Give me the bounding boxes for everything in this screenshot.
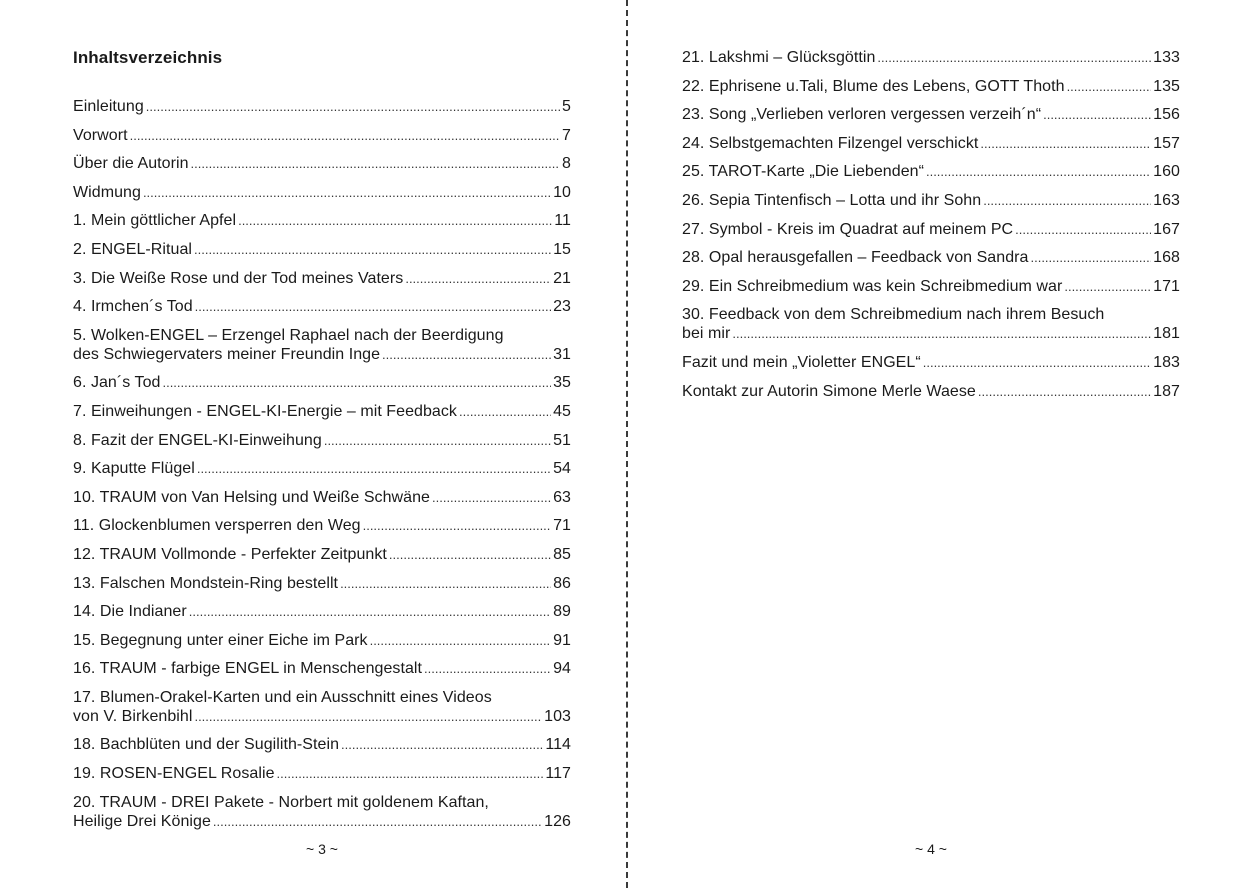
toc-dot-leader <box>162 373 551 392</box>
toc-entry <box>682 305 1180 343</box>
toc-dot-leader <box>923 353 1151 372</box>
toc-entry-line <box>73 402 571 421</box>
toc-entry <box>73 793 571 831</box>
toc-dot-leader <box>877 48 1151 67</box>
toc-entry <box>682 277 1180 296</box>
toc-entry-line <box>73 269 571 288</box>
toc-entry-title: 2. ENGEL-Ritual <box>73 240 193 258</box>
toc-dot-leader <box>432 488 551 507</box>
toc-entry <box>682 191 1180 210</box>
toc-entry-page-number: 117 <box>545 765 571 783</box>
toc-entry-line <box>73 688 571 707</box>
toc-entry-title: 23. Song „Verlieben verloren vergessen verzeih´n“ <box>682 106 1042 124</box>
right-page <box>627 0 1251 888</box>
toc-entry-line <box>682 324 1180 343</box>
toc-dot-leader <box>405 269 551 288</box>
toc-dot-leader <box>382 345 551 364</box>
toc-entry-page-number: 86 <box>553 574 571 592</box>
toc-entry-title: 4. Irmchen´s Tod <box>73 298 193 316</box>
toc-entry-page-number: 7 <box>562 126 571 144</box>
toc-dot-leader <box>389 545 551 564</box>
toc-entry <box>73 297 571 316</box>
toc-entry-title: 17. Blumen-Orakel-Karten und ein Ausschnitt eines Videos <box>73 688 492 706</box>
toc-entry-page-number: 114 <box>545 736 571 754</box>
toc-entry-title: 13. Falschen Mondstein-Ring bestellt <box>73 574 339 592</box>
toc-entry <box>73 545 571 564</box>
toc-entry-page-number: 103 <box>544 707 571 725</box>
toc-dot-leader <box>1064 277 1151 296</box>
toc-dot-leader <box>197 459 551 478</box>
toc-entry <box>73 402 571 421</box>
toc-entry-page-number: 160 <box>1153 163 1180 181</box>
toc-entry-title: 5. Wolken-ENGEL – Erzengel Raphael nach der Beerdigung <box>73 326 504 344</box>
toc-entry-page-number: 135 <box>1153 77 1180 95</box>
toc-entry-line <box>73 793 571 812</box>
toc-dot-leader <box>189 602 551 621</box>
toc-entry-page-number: 157 <box>1153 134 1180 152</box>
toc-entry-page-number: 35 <box>553 374 571 392</box>
toc-entry <box>73 602 571 621</box>
toc-entry <box>73 574 571 593</box>
toc-entry <box>73 269 571 288</box>
toc-entry-line <box>73 631 571 650</box>
toc-entry-title: 26. Sepia Tintenfisch – Lotta und ihr Sohn <box>682 191 982 209</box>
toc-entry-page-number: 126 <box>544 812 571 830</box>
toc-entry <box>682 220 1180 239</box>
toc-entry <box>73 735 571 754</box>
toc-entry-title: 8. Fazit der ENGEL-KI-Einweihung <box>73 431 322 449</box>
toc-entry-title: 6. Jan´s Tod <box>73 374 161 392</box>
toc-entry <box>73 431 571 450</box>
toc-entry-line <box>73 126 571 145</box>
toc-entry-page-number: 94 <box>553 660 571 678</box>
toc-entry-line <box>682 105 1180 124</box>
toc-dot-leader <box>143 183 551 202</box>
toc-entry-line <box>73 488 571 507</box>
toc-entry-line <box>682 77 1180 96</box>
toc-entry-line <box>73 183 571 202</box>
toc-entry-title: 11. Glockenblumen versperren den Weg <box>73 517 361 535</box>
toc-dot-leader <box>194 240 551 259</box>
toc-entry-title: 20. TRAUM - DREI Pakete - Norbert mit goldenem Kaftan, <box>73 793 489 811</box>
toc-entry <box>682 77 1180 96</box>
toc-entry-title: 1. Mein göttlicher Apfel <box>73 212 237 230</box>
toc-entry <box>682 353 1180 372</box>
toc-entry-line <box>73 459 571 478</box>
toc-entry <box>682 162 1180 181</box>
toc-entry-title: 25. TAROT-Karte „Die Liebenden“ <box>682 163 924 181</box>
toc-dot-leader <box>978 382 1151 401</box>
toc-entry-line <box>73 574 571 593</box>
toc-entry-line <box>73 659 571 678</box>
page-number-right: ~ 4 ~ <box>915 841 947 857</box>
toc-entry-line <box>682 162 1180 181</box>
toc-entry-title: Kontakt zur Autorin Simone Merle Waese <box>682 382 976 400</box>
toc-entry-title: 24. Selbstgemachten Filzengel verschickt <box>682 134 979 152</box>
toc-entry-line <box>73 764 571 783</box>
toc-dot-leader <box>130 126 560 145</box>
toc-entry-title: bei mir <box>682 325 731 343</box>
toc-entry-line <box>73 297 571 316</box>
toc-entry-page-number: 15 <box>553 240 571 258</box>
toc-entry-title: des Schwiegervaters meiner Freundin Inge <box>73 345 381 363</box>
toc-entry-title: 18. Bachblüten und der Sugilith-Stein <box>73 736 340 754</box>
toc-entry-page-number: 31 <box>553 345 571 363</box>
toc-entry-page-number: 181 <box>1153 325 1180 343</box>
toc-entry-title: 3. Die Weiße Rose und der Tod meines Vaters <box>73 269 404 287</box>
toc-entry-line <box>682 277 1180 296</box>
toc-dot-leader <box>732 324 1151 343</box>
toc-entry <box>73 126 571 145</box>
toc-entry-page-number: 187 <box>1153 382 1180 400</box>
toc-entry <box>73 659 571 678</box>
toc-entry <box>73 183 571 202</box>
toc-entry-page-number: 10 <box>553 183 571 201</box>
toc-entry-line <box>682 382 1180 401</box>
toc-entry-page-number: 8 <box>562 155 571 173</box>
toc-entry-line <box>73 326 571 345</box>
toc-entry-line <box>73 97 571 116</box>
toc-dot-leader <box>194 707 542 726</box>
toc-entry-title: 21. Lakshmi – Glücksgöttin <box>682 49 876 66</box>
toc-entry-line <box>73 545 571 564</box>
toc-entry <box>73 211 571 230</box>
toc-entry <box>682 105 1180 124</box>
page-number-left: ~ 3 ~ <box>306 841 338 857</box>
toc-entry-page-number: 183 <box>1153 353 1180 371</box>
toc-entry <box>73 373 571 392</box>
toc-dot-leader <box>324 431 551 450</box>
toc-dot-leader <box>980 134 1151 153</box>
toc-entry <box>682 134 1180 153</box>
toc-dot-leader <box>363 516 552 535</box>
toc-entry-line <box>73 602 571 621</box>
toc-entry-page-number: 54 <box>553 460 571 478</box>
toc-entry-title: 27. Symbol - Kreis im Quadrat auf meinem PC <box>682 220 1014 238</box>
toc-entry-line <box>682 48 1180 67</box>
toc-entry-line <box>682 248 1180 267</box>
toc-entry <box>73 459 571 478</box>
toc-entry-line <box>73 211 571 230</box>
toc-entry <box>73 516 571 535</box>
toc-entry-title: 14. Die Indianer <box>73 603 187 621</box>
toc-dot-leader <box>459 402 551 421</box>
toc-entry-page-number: 156 <box>1153 106 1180 124</box>
toc-dot-leader <box>146 97 560 116</box>
toc-dot-leader <box>370 631 552 650</box>
toc-entry-line <box>73 735 571 754</box>
toc-list-right <box>682 48 1180 410</box>
toc-entry-title: 15. Begegnung unter einer Eiche im Park <box>73 631 368 649</box>
toc-entry-title: 9. Kaputte Flügel <box>73 460 195 478</box>
toc-entry-page-number: 168 <box>1153 249 1180 267</box>
toc-entry-page-number: 71 <box>553 517 571 535</box>
toc-entry <box>73 154 571 173</box>
toc-entry-line <box>73 154 571 173</box>
toc-list-left <box>73 97 571 840</box>
toc-entry-line <box>73 516 571 535</box>
toc-entry-page-number: 91 <box>553 631 571 649</box>
toc-entry-title: Heilige Drei Könige <box>73 812 211 830</box>
toc-entry-title: Über die Autorin <box>73 155 189 173</box>
toc-entry-page-number: 45 <box>553 402 571 420</box>
toc-entry <box>682 248 1180 267</box>
toc-entry <box>73 326 571 364</box>
toc-entry-page-number: 5 <box>562 98 571 115</box>
toc-entry <box>73 764 571 783</box>
toc-dot-leader <box>1043 105 1151 124</box>
toc-entry <box>73 631 571 650</box>
toc-entry-line <box>682 191 1180 210</box>
toc-entry <box>73 240 571 259</box>
toc-entry-title: 30. Feedback von dem Schreibmedium nach ihrem Besuch <box>682 306 1105 324</box>
toc-dot-leader <box>424 659 551 678</box>
toc-entry-line <box>682 305 1180 324</box>
toc-entry-page-number: 133 <box>1153 49 1180 66</box>
toc-dot-leader <box>238 211 552 230</box>
toc-entry-page-number: 85 <box>553 545 571 563</box>
toc-entry-title: Vorwort <box>73 126 128 144</box>
toc-entry-line <box>73 812 571 831</box>
toc-entry-title: 16. TRAUM - farbige ENGEL in Menschengestalt <box>73 660 423 678</box>
toc-heading: Inhaltsverzeichnis <box>73 48 223 67</box>
toc-entry-page-number: 89 <box>553 603 571 621</box>
toc-entry <box>73 488 571 507</box>
toc-entry <box>682 382 1180 401</box>
toc-entry-page-number: 163 <box>1153 191 1180 209</box>
toc-entry-title: Einleitung <box>73 98 144 115</box>
toc-dot-leader <box>1015 220 1151 239</box>
toc-dot-leader <box>926 162 1151 181</box>
toc-dot-leader <box>1067 77 1152 96</box>
toc-dot-leader <box>277 764 544 783</box>
toc-entry-title: 7. Einweihungen - ENGEL-KI-Energie – mit Feedback <box>73 402 457 420</box>
toc-entry-title: 19. ROSEN-ENGEL Rosalie <box>73 765 275 783</box>
toc-entry-title: von V. Birkenbihl <box>73 707 193 725</box>
toc-entry-title: Widmung <box>73 183 141 201</box>
toc-entry-title: 22. Ephrisene u.Tali, Blume des Lebens, GOTT Thoth <box>682 77 1065 95</box>
toc-entry-line <box>73 373 571 392</box>
toc-entry-page-number: 11 <box>554 212 571 230</box>
toc-entry-title: Fazit und mein „Violetter ENGEL“ <box>682 353 921 371</box>
toc-entry <box>682 48 1180 67</box>
toc-entry-line <box>73 431 571 450</box>
toc-dot-leader <box>983 191 1151 210</box>
toc-dot-leader <box>341 735 543 754</box>
toc-entry-title: 29. Ein Schreibmedium was kein Schreibmedium war <box>682 277 1063 295</box>
toc-dot-leader <box>1030 248 1151 267</box>
toc-entry <box>73 97 571 116</box>
toc-dot-leader <box>213 812 542 831</box>
toc-entry-page-number: 167 <box>1153 220 1180 238</box>
toc-entry-page-number: 63 <box>553 488 571 506</box>
toc-dot-leader <box>191 154 561 173</box>
toc-entry-line <box>73 240 571 259</box>
toc-entry <box>73 688 571 726</box>
toc-entry-line <box>682 220 1180 239</box>
toc-dot-leader <box>340 574 551 593</box>
toc-entry-page-number: 171 <box>1153 277 1180 295</box>
toc-entry-line <box>73 345 571 364</box>
toc-entry-line <box>682 134 1180 153</box>
toc-entry-page-number: 21 <box>553 269 571 287</box>
toc-entry-page-number: 51 <box>553 431 571 449</box>
toc-entry-title: 28. Opal herausgefallen – Feedback von Sandra <box>682 249 1029 267</box>
toc-entry-line <box>682 353 1180 372</box>
toc-dot-leader <box>195 297 551 316</box>
toc-entry-title: 10. TRAUM von Van Helsing und Weiße Schwäne <box>73 488 430 506</box>
toc-entry-title: 12. TRAUM Vollmonde - Perfekter Zeitpunkt <box>73 545 387 563</box>
toc-entry-page-number: 23 <box>553 298 571 316</box>
toc-entry-line <box>73 707 571 726</box>
